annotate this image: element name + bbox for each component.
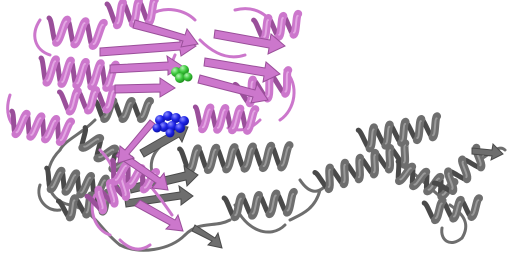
ligand-green <box>171 65 193 83</box>
helix-ribbon-icon <box>195 107 256 131</box>
helix-ribbon-icon <box>39 58 116 88</box>
ligand-sphere-icon <box>166 129 175 138</box>
ligand-sphere-icon <box>184 73 193 82</box>
beta-strand-arrow-icon <box>204 58 280 82</box>
helix-ribbon-icon <box>254 14 301 40</box>
beta-strand-arrow-icon <box>198 75 268 103</box>
ligand-sphere-icon <box>175 73 185 83</box>
ligand-sphere-icon <box>153 124 162 133</box>
helix-ribbon-icon <box>180 145 291 171</box>
ligand-sphere-icon <box>175 123 185 133</box>
gray-domain <box>39 101 505 250</box>
beta-strand-arrow-icon <box>118 120 155 163</box>
beta-strand-arrow-icon <box>135 200 183 231</box>
helix-ribbon-icon <box>59 89 115 112</box>
helix-ribbon-icon <box>424 198 480 221</box>
helix-ribbon-icon <box>224 192 295 218</box>
helix-ribbon-icon <box>8 111 71 143</box>
helix-ribbon-icon <box>47 18 104 47</box>
beta-strand-arrow-icon <box>192 225 222 248</box>
beta-strand-arrow-icon <box>115 78 175 97</box>
helix-ribbon-icon <box>107 0 157 26</box>
helix-ribbon-icon <box>358 116 440 150</box>
